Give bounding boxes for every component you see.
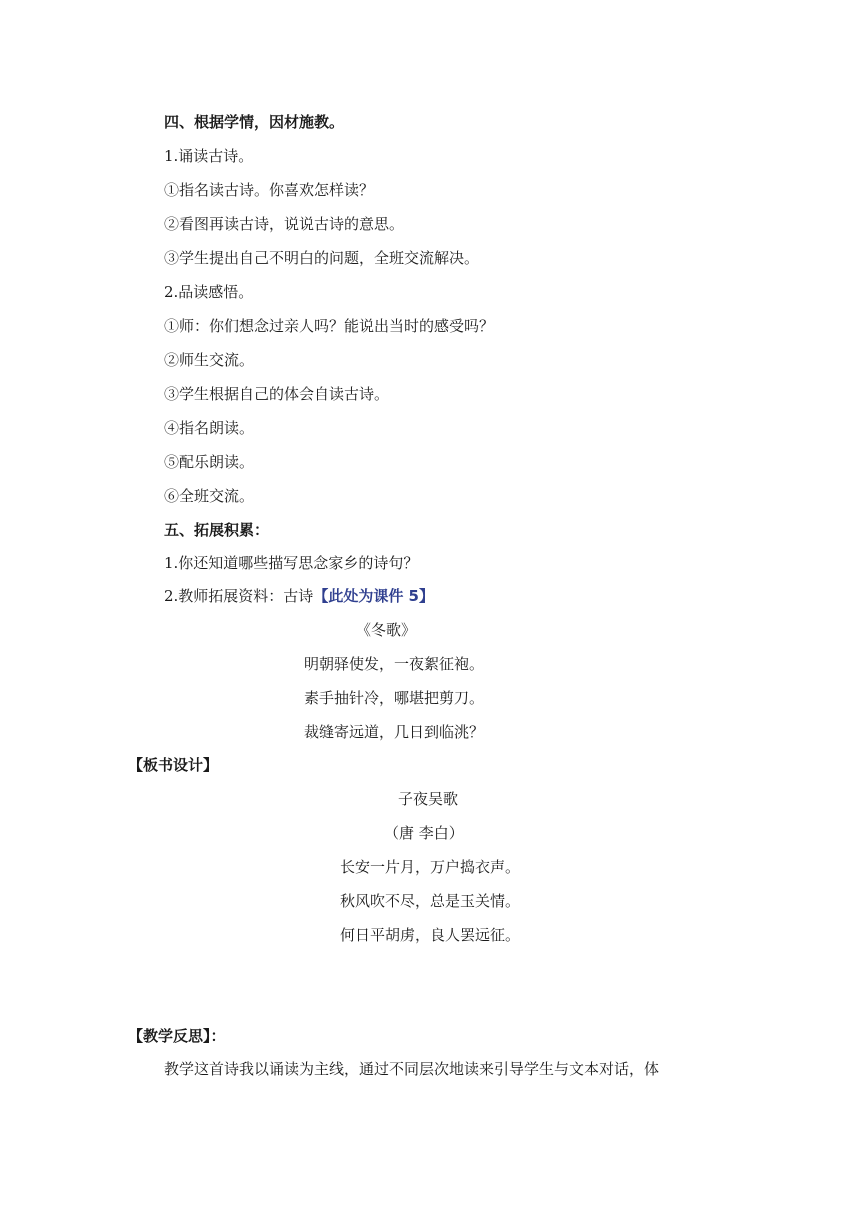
poem-line: 裁缝寄远道，几日到临洮？ [304,723,485,741]
list-item: 1.你还知道哪些描写思念家乡的诗句？ [164,554,419,572]
board-line: 长安一片月，万户捣衣声。 [340,858,521,876]
reflection-heading: 【教学反思】： [128,1027,226,1045]
list-item: ③学生根据自己的体会自读古诗。 [164,385,390,403]
section5-heading: 五、拓展积累： [164,521,270,539]
list-item: 1.诵读古诗。 [164,147,254,165]
poem-title: 《冬歌》 [356,621,417,639]
reflection-text: 教学这首诗我以诵读为主线，通过不同层次地读来引导学生与文本对话，体 [164,1060,660,1078]
list-item: ②看图再读古诗，说说古诗的意思。 [164,215,405,233]
courseware-link[interactable]: 【此处为课件 5】 [313,587,434,605]
list-item: ②师生交流。 [164,351,255,369]
board-line: 秋风吹不尽，总是玉关情。 [340,892,521,910]
item2-prefix: 2.教师拓展资料：古诗 [164,587,314,605]
list-item [164,586,434,606]
list-item: ⑥全班交流。 [164,487,255,505]
list-item: ④指名朗读。 [164,419,255,437]
list-item: ③学生提出自己不明白的问题，全班交流解决。 [164,249,480,267]
list-item: 2.品读感悟。 [164,283,254,301]
poem-line: 素手抽针冷，哪堪把剪刀。 [304,689,485,707]
board-author: （唐 李白） [384,824,464,842]
list-item: ①师：你们想念过亲人吗？能说出当时的感受吗？ [164,317,495,335]
board-line: 何日平胡虏，良人罢远征。 [340,926,521,944]
list-item: ⑤配乐朗读。 [164,453,255,471]
board-heading: 【板书设计】 [128,756,219,774]
section4-heading: 四、根据学情，因材施教。 [164,113,345,131]
poem-line: 明朝驿使发，一夜絮征袍。 [304,655,485,673]
board-title: 子夜吴歌 [398,790,459,808]
list-item: ①指名读古诗。你喜欢怎样读？ [164,181,375,199]
